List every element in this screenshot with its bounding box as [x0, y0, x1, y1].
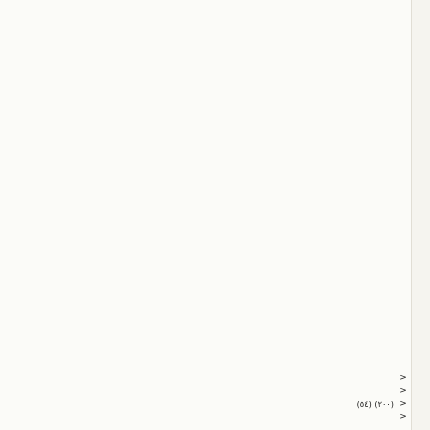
bullet-1: < — [399, 373, 407, 383]
bullet-4: < — [399, 412, 407, 422]
watermark-text — [54, 235, 372, 265]
bullet-3: < — [399, 399, 407, 409]
side-margin — [411, 0, 430, 430]
section-item-3: (٢٠٠) (٥٤) — [356, 399, 394, 409]
bullet-2: < — [399, 386, 407, 396]
